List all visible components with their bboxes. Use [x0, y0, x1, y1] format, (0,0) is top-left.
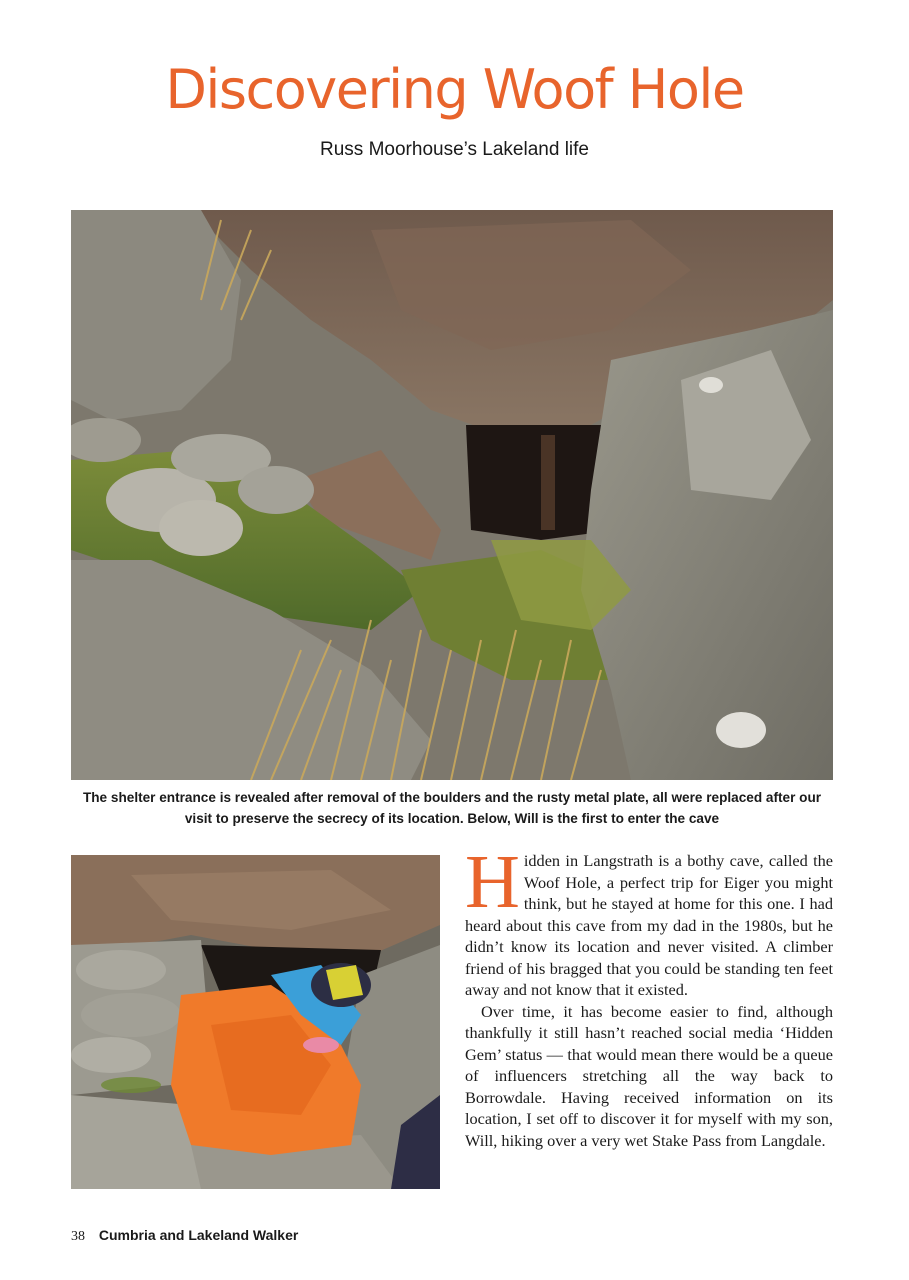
page-footer — [71, 1227, 298, 1245]
article-body — [465, 840, 833, 1151]
photo-caption: The shelter entrance is revealed after removal of the boulders and the rusty metal plate, all were replaced after our visit to preserve the secrecy of its location. Below, Will is the first to enter the cave — [82, 790, 822, 826]
page-number: 38 — [71, 1229, 85, 1244]
article-paragraph-1 — [465, 840, 833, 1001]
article-subtitle: Russ Moorhouse’s Lakeland life — [320, 139, 589, 160]
cave-entrance-photo — [71, 210, 833, 780]
drop-cap: H — [465, 840, 520, 924]
article-paragraph-2: Over time, it has become easier to find, although thankfully it still hasn’t reached social media ‘Hidden Gem’ status — that would mean there would be a queue of influencers stretching all the way back to Borrowdale. Having received information on its location, I set off to discover it for myself with my son, Will, hiking over a very wet Stake Pass from Langdale. — [465, 1001, 833, 1150]
magazine-name: Cumbria and Lakeland Walker — [98, 1227, 299, 1243]
article-title: Discovering Woof Hole — [165, 58, 744, 121]
paragraph-1-text: idden in Langstrath is a bothy cave, called the Woof Hole, a perfect trip for Eiger you might think, but he stayed at home for this one. I had heard about this cave from my dad in the 1980s, but he didn’t know its location and never visited. A climber friend of his bragged that you could be standing ten feet away and not know that it existed. — [465, 851, 833, 999]
child-entering-cave-photo — [71, 855, 440, 1189]
